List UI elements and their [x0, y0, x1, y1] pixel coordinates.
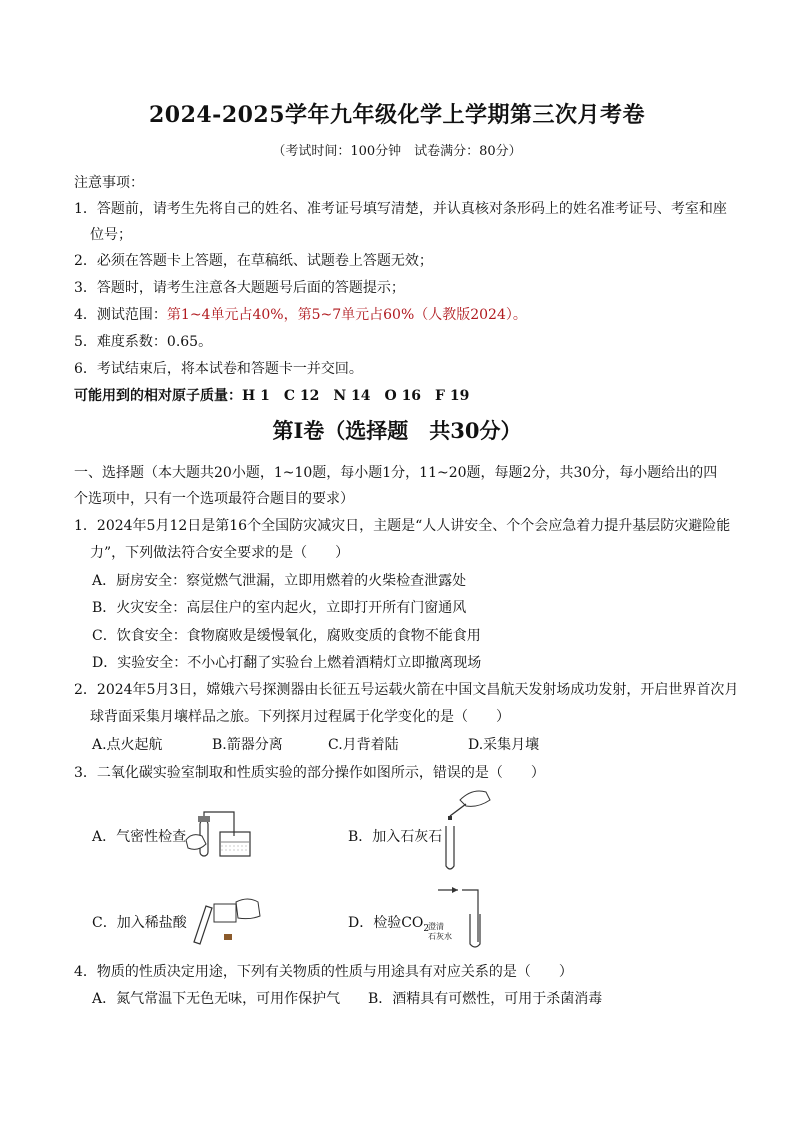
q2-stem-1: 2．2024年5月3日，嫦娥六号探测器由长征五号运载火箭在中国文昌航天发射场成功发射，开启世界首次月: [74, 682, 739, 698]
q1-option-d: D．实验安全：不小心打翻了实验台上燃着酒精灯立即撤离现场: [92, 655, 482, 671]
q1-stem-1: 1．2024年5月12日是第16个全国防灾减灾日，主题是“人人讲安全、个个会应急着力提升基层防灾避险能: [74, 518, 731, 534]
q4-option-b: B．酒精具有可燃性，可用于杀菌消毒: [368, 991, 603, 1007]
q2-option-b: B.箭器分离: [212, 737, 283, 753]
limestone-adding-figure: [430, 786, 494, 872]
q3-option-a: A．气密性检查: [92, 829, 187, 845]
note-6: 6．考试结束后，将本试卷和答题卡一并交回。: [74, 361, 363, 377]
note-1-cont: 位号；: [90, 227, 132, 243]
q2-option-d: D.采集月壤: [468, 737, 540, 753]
part1-intro-1: 一、选择题（本大题共20小题，1~10题，每小题1分，11~20题，每题2分，共30分，每小题给出的四: [74, 465, 718, 481]
q3-option-d-text: D．检验CO: [348, 915, 424, 931]
co2-test-figure: [428, 884, 488, 950]
q3-option-d: [348, 912, 429, 934]
q2-option-a: A.点火起航: [92, 737, 163, 753]
acid-pouring-figure: [190, 896, 270, 948]
q2-option-c: C.月背着陆: [328, 737, 399, 753]
limewater-label-1: 澄清: [428, 922, 444, 931]
section-title: 第Ⅰ卷（选择题 共30分）: [272, 418, 522, 443]
limewater-label-2: 石灰水: [428, 932, 452, 941]
q1-option-b: B．火灾安全：高层住户的室内起火，立即打开所有门窗通风: [92, 600, 467, 616]
note-5: 5．难度系数：0.65。: [74, 334, 213, 350]
airtightness-apparatus-figure: [184, 810, 264, 862]
q3-option-b: B．加入石灰石: [348, 829, 443, 845]
note-2: 2．必须在答题卡上答题，在草稿纸、试题卷上答题无效；: [74, 253, 433, 269]
exam-title: 2024-2025学年九年级化学上学期第三次月考卷: [148, 102, 646, 128]
part1-intro-2: 个选项中，只有一个选项最符合题目的要求）: [74, 491, 354, 507]
exam-subtitle: （考试时间：100分钟 试卷满分：80分）: [272, 144, 522, 159]
note-4: [74, 304, 527, 324]
notes-heading: 注意事项：: [74, 175, 144, 191]
q1-option-c: C．饮食安全：食物腐败是缓慢氧化，腐败变质的食物不能食用: [92, 628, 481, 644]
q4-option-a: A．氮气常温下无色无味，可用作保护气: [92, 991, 341, 1007]
q3-option-c: C．加入稀盐酸: [92, 915, 187, 931]
q3-stem: 3．二氧化碳实验室制取和性质实验的部分操作如图所示，错误的是（ ）: [74, 765, 545, 781]
limewater-label: [428, 922, 452, 942]
q2-stem-2: 球背面采集月壤样品之旅。下列探月过程属于化学变化的是（ ）: [90, 709, 510, 725]
co2-subscript: 2: [423, 923, 430, 934]
q1-option-a: A．厨房安全：察觉燃气泄漏，立即用燃着的火柴检查泄露处: [92, 573, 467, 589]
note-3: 3．答题时，请考生注意各大题题号后面的答题提示；: [74, 280, 405, 296]
q4-stem: 4．物质的性质决定用途，下列有关物质的性质与用途具有对应关系的是（ ）: [74, 964, 573, 980]
note-1: 1．答题前，请考生先将自己的姓名、准考证号填写清楚，并认真核对条形码上的姓名准考证号、考室和座: [74, 201, 727, 217]
note-4-scope: 第1~4单元占40%，第5~7单元占60%（人教版2024）。: [166, 307, 527, 323]
note-4-label: 4．测试范围：: [74, 307, 167, 323]
q1-stem-2: 力”，下列做法符合安全要求的是（ ）: [90, 545, 350, 561]
atomic-mass-line: 可能用到的相对原子质量：H 1 C 12 N 14 O 16 F 19: [74, 388, 470, 404]
